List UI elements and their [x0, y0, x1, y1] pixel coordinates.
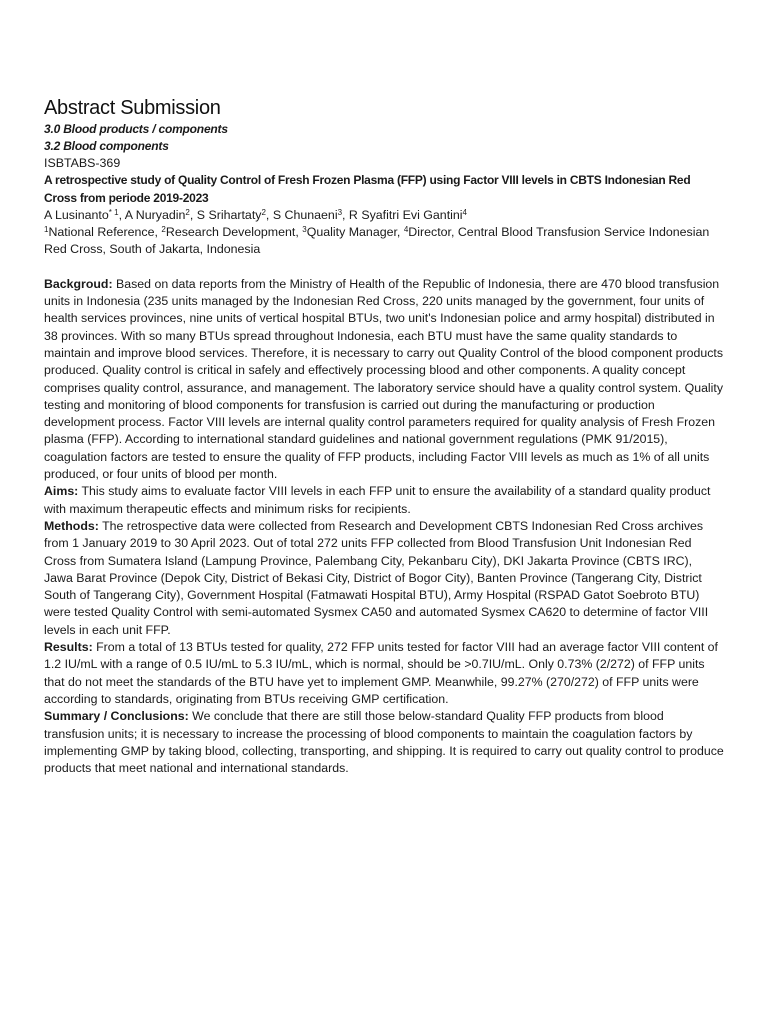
abstract-id: ISBTABS-369: [44, 156, 121, 170]
section-label: Results:: [44, 640, 93, 655]
section-background: [44, 276, 724, 484]
author-separator: ,: [118, 207, 125, 222]
affiliation-list: [44, 224, 724, 259]
author-separator: ,: [265, 207, 273, 222]
section-label: Methods:: [44, 518, 99, 533]
section-text: The retrospective data were collected from Research and Development CBTS Indonesian Red Cross archives from 1 January 2019 to 30 April 2023. Out of total 272 units FFP collected from Blood Transfusion Unit Indonesian Red Cross from Sumatera Island (Lampung Province, Palembang City, Pekanbaru City), DKI Jakarta Province (CBTS IRC), Jawa Barat Province (Depok City, District of Bekasi City, District of Bogor City), Banten Province (Tangerang City, District South of Tangerang City), Government Hospital (Fatmawati Hospital BTU), Army Hospital (RSPAD Gatot Soebroto BTU) were tested Quality Control with semi-automated Sysmex CA50 and automated Sysmex CA620 to determine of factor VIII levels in each unit FFP.: [44, 518, 709, 637]
topic-subcategory: 3.2 Blood components: [44, 139, 169, 153]
section-conclusions: [44, 708, 724, 777]
affiliation-marker: 3: [302, 225, 307, 235]
author-affiliation-marker: 2: [261, 207, 266, 217]
affiliation-text: Research Development,: [165, 225, 303, 240]
section-results: [44, 639, 724, 708]
section-aims: [44, 483, 724, 518]
topic-category: 3.0 Blood products / components: [44, 122, 228, 136]
author-affiliation-marker: * 1: [108, 207, 119, 217]
author-name: A Nuryadin: [124, 207, 186, 222]
author-name: S Srihartaty: [196, 207, 262, 222]
affiliation-text: Director, Central Blood Transfusion Service Indonesian Red Cross, South of Jakarta, Indonesia: [44, 225, 710, 257]
affiliation-marker: 4: [403, 225, 409, 235]
affiliation-marker: 2: [161, 225, 166, 235]
affiliation-marker: 1: [44, 225, 49, 235]
author-affiliation-marker: 3: [337, 207, 343, 217]
section-text: We conclude that there are still those below-standard Quality FFP products from blood transfusion units; it is necessary to increase the processing of blood components to maintain the coagulation factors by implementing GMP by taking blood, collecting, transporting, and shipping. It is required to carry out quality control to produce products that meet national and international standards.: [44, 709, 724, 776]
page-title: Abstract Submission: [44, 97, 221, 119]
section-methods: [44, 518, 724, 639]
section-label: Summary / Conclusions:: [44, 709, 189, 724]
author-affiliation-marker: 2: [185, 207, 190, 217]
abstract-title: A retrospective study of Quality Control of Fresh Frozen Plasma (FFP) using Factor VIII levels in CBTS Indonesian Red Cross from periode 2019-2023: [44, 173, 691, 205]
affiliation-text: National Reference,: [48, 225, 162, 240]
author-separator: ,: [189, 207, 197, 222]
author-name: A Lusinanto: [44, 207, 109, 222]
section-label: Aims:: [44, 484, 79, 499]
author-list: [44, 207, 724, 224]
author-name: S Chunaeni: [272, 207, 338, 222]
section-text: Based on data reports from the Ministry of Health of the Republic of Indonesia, there are 470 blood transfusion units in Indonesia (235 units managed by the Indonesian Red Cross, 220 units managed by the government, four units of health services provinces, nine units of vertical hospital BTUs, two unit's Indonesian police and army hospital) distributed in 38 provinces. With so many BTUs spread throughout Indonesia, each BTU must have the same quality standards to maintain and improve blood services. Therefore, it is necessary to carry out Quality Control of the blood component products produced. Quality control is critical in safely and effectively processing blood and other components. A quality concept comprises quality control, assurance, and management. The laboratory service should have a quality control system. Quality testing and monitoring of blood components for transfusion is carried out during the manufacturing or production development process. Factor VIII levels are internal quality control parameters required for quality analysis of Fresh Frozen plasma (FFP). According to international standard guidelines and national government regulations (PMK 91/2015), coagulation factors are tested to ensure the quality of FFP products, including Factor VIII levels as much as 1% of all units produced, or four units of blood per month.: [44, 276, 724, 482]
author-name: R Syafitri Evi Gantini: [348, 207, 463, 222]
abstract-content: [44, 95, 724, 777]
author-affiliation-marker: 4: [462, 207, 467, 217]
section-text: This study aims to evaluate factor VIII levels in each FFP unit to ensure the availability of a standard quality product with maximum therapeutic effects and minimum risks for recipients.: [44, 484, 711, 516]
author-separator: ,: [342, 207, 349, 222]
affiliation-text: Quality Manager,: [306, 225, 404, 240]
section-label: Backgroud:: [44, 276, 113, 291]
section-text: From a total of 13 BTUs tested for quality, 272 FFP units tested for factor VIII had an average factor VIII content of 1.2 IU/mL with a range of 0.5 IU/mL to 5.3 IU/mL, which is normal, should be >0.7IU/mL. Only 0.73% (2/272) of FFP units that do not meet the standards of the BTU have yet to implement GMP. Meanwhile, 99.27% (270/272) of FFP units were according to standards, originating from BTUs receiving GMP certification.: [44, 640, 718, 706]
